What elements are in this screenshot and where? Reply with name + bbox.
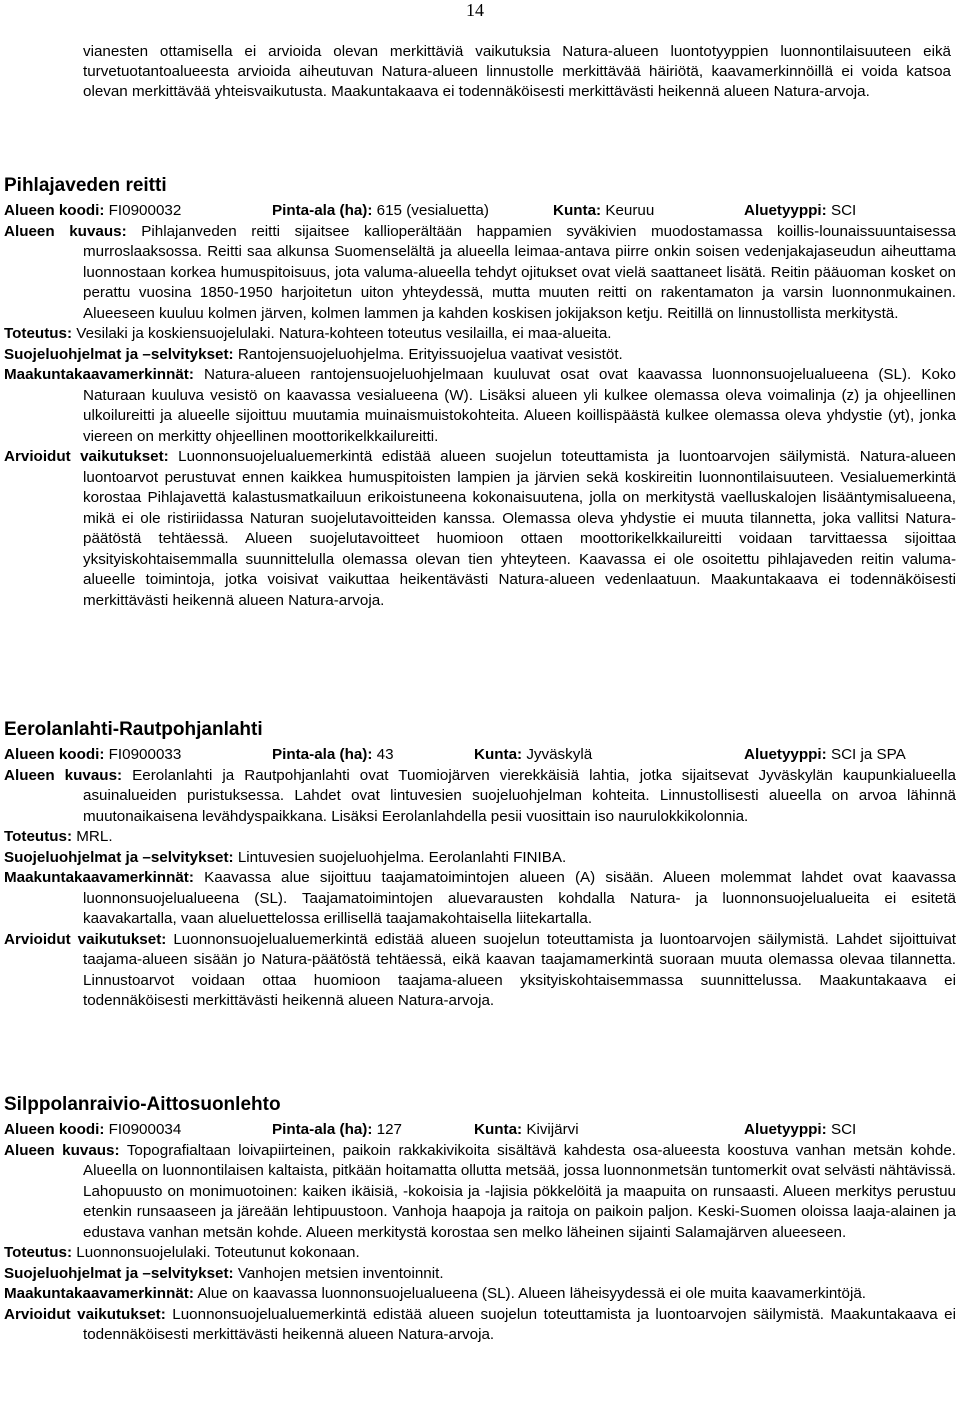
markings-text: Natura-alueen rantojensuojeluohjelmaan kuuluvat osat ovat kaavassa luonnonsuojelualueena (SL). Koko Naturaan kuuluva vesistö on kaavassa vesialueena (W). Lisäksi alueen yli kulkee olemassa oleva voimalinja (z) ja ohjeellinen ulkoilureitti ja alueelle sijoittuu muutamia muinaismuistokohteita. Alueen koillispäästä kulkee olemassa oleva yhdystie (yt), jonka viereen on merkitty ohjeellinen moottorikelkkailureitti.	[83, 366, 956, 445]
programs-label: Suojeluohjelmat ja –selvitykset:	[4, 1264, 234, 1282]
type-value: SCI	[830, 202, 857, 219]
municipality-value: Keuruu	[605, 202, 655, 219]
effects-paragraph	[4, 930, 956, 1012]
description-paragraph	[4, 766, 956, 828]
municipality-label: Kunta:	[474, 746, 523, 763]
effects-label: Arvioidut vaikutukset:	[4, 1305, 166, 1323]
implementation-paragraph	[4, 324, 956, 345]
programs-label: Suojeluohjelmat ja –selvitykset:	[4, 848, 234, 866]
site-meta-row	[4, 745, 956, 766]
markings-paragraph	[4, 868, 956, 930]
description-paragraph	[4, 1141, 956, 1244]
description-text: Pihlajanveden reitti sijaitsee kallioperältään happamien syväkivien muodostamassa koillis-lounaissuuntaisessa murroslaaksossa. Reitti saa alkunsa Suomenselältä ja alueella leimaa-antava piirre onkin soisen vedenjakajaseudun aiheuttama luonnostaan korkea humuspitoisuus, jota valuma-alueella tehdyt ojitukset ovat vielä saattaneet lisätä. Reitin pääuoman kosket on perattu vuosina 1850-1950 harjoitetun uiton yhteydessä, mutta muuten reitti on rakentamaton ja varsin luonnonmukainen. Alueeseen kuuluu kolmen järven, kolmen lammen ja kahden koskisen jokijakson ketju. Reitillä on linnustollista merkitystä.	[83, 222, 956, 322]
code-value: FI0900034	[108, 1121, 182, 1138]
page-number: 14	[466, 0, 484, 20]
type-label: Aluetyyppi:	[744, 746, 827, 763]
natura-site-section	[4, 1093, 956, 1346]
effects-paragraph	[4, 447, 956, 611]
description-label: Alueen kuvaus:	[4, 766, 123, 784]
description-paragraph	[4, 222, 956, 325]
programs-text: Rantojensuojeluohjelma. Erityissuojelua vaativat vesistöt.	[237, 345, 623, 363]
implementation-text: MRL.	[76, 828, 113, 845]
section-title: Eerolanlahti-Rautpohjanlahti	[4, 719, 263, 740]
implementation-label: Toteutus:	[4, 1244, 73, 1261]
area-label: Pinta-ala (ha):	[272, 746, 373, 763]
code-value: FI0900033	[108, 746, 182, 763]
municipality-value: Jyväskylä	[526, 746, 593, 763]
type-value: SCI	[830, 1121, 857, 1138]
natura-site-section	[4, 718, 956, 1012]
markings-text: Alue on kaavassa luonnonsuojelualueena (SL). Alueen läheisyydessä ei ole muita kaavamerkintöjä.	[197, 1285, 867, 1302]
code-label: Alueen koodi:	[4, 1121, 105, 1138]
intro-paragraph: vianesten ottamisella ei arvioida olevan merkittäviä vaikutuksia Natura-alueen luontotyyppien luonnontilaisuuteen eikä turvetuotantoalueesta arvioida aiheutuvan Natura-alueen linnustolle merkittävää häiriötä, kaavamerkinnöillä ei voida katsoa olevan merkittävää yhteisvaikutusta. Maakuntakaava ei todennäköisesti merkittävästi heikennä alueen Natura-arvoja.	[83, 43, 951, 101]
markings-text: Kaavassa alue sijoittuu taajamatoimintojen alueen (A) sisään. Alueen molemmat lahdet ovat kaavassa luonnonsuojelualueena (SL). Taajamatoimintojen aluevarausten kohdalla Natura- ja luonnonsuojelualueita ei esitetä kaavakartalla, vaan alueluettelossa erillisellä taajamakohtaisella liitekartalla.	[83, 869, 956, 927]
section-title: Pihlajaveden reitti	[4, 175, 167, 196]
area-label: Pinta-ala (ha):	[272, 202, 373, 219]
programs-paragraph	[4, 848, 956, 869]
markings-label: Maakuntakaavamerkinnät:	[4, 1285, 194, 1302]
implementation-paragraph	[4, 827, 956, 848]
area-value: 615 (vesialuetta)	[376, 202, 489, 219]
markings-paragraph	[4, 365, 956, 447]
effects-text: Luonnonsuojelualuemerkintä edistää alueen suojelun toteuttamista ja luontoarvojen säilymistä. Lahdet sijoittuivat taajama-alueen sisään jo Natura-päätöstä tehtäessä, eikä kaavan taajamamerkintä suoraan muuta olemassa olevaa tilannetta. Linnustoarvot voidaan ottaa huomioon taajama-alueen yksityiskohtaisemmassa suunnittelussa. Maakuntakaava ei todennäköisesti merkittävästi heikennä alueen Natura-arvoja.	[83, 930, 956, 1009]
municipality-label: Kunta:	[474, 1121, 523, 1138]
effects-paragraph	[4, 1305, 956, 1346]
effects-label: Arvioidut vaikutukset:	[4, 930, 167, 948]
effects-text: Luonnonsuojelualuemerkintä edistää alueen suojelun toteuttamista ja luontoarvojen säilymistä. Maakuntakaava ei todennäköisesti merkittävästi heikennä alueen Natura-arvoja.	[83, 1305, 956, 1343]
code-value: FI0900032	[108, 202, 182, 219]
section-title: Silppolanraivio-Aittosuonlehto	[4, 1094, 281, 1115]
municipality-label: Kunta:	[553, 202, 602, 219]
implementation-label: Toteutus:	[4, 325, 73, 342]
markings-label: Maakuntakaavamerkinnät:	[4, 366, 194, 383]
programs-label: Suojeluohjelmat ja –selvitykset:	[4, 345, 234, 363]
description-label: Alueen kuvaus:	[4, 222, 127, 240]
area-value: 127	[376, 1121, 402, 1138]
description-text: Topografialtaan loivapiirteinen, paikoin rakkakivikoita sisältävä kahdesta osa-alueesta koostuva vanhan metsän kohde. Alueella on luonnontilaisen kaltaista, pitkään hoitamatta ollutta metsää, jossa luonnonmetsän tuntomerkit ovat selvästi nähtävissä. Lahopuusto on monimuotoinen: kaiken ikäisiä, -kokoisia ja -lajisia pökkelöitä ja maapuita on runsaasti. Alueen merkitys perustuu etenkin runsaaseen ja järeään lehtipuustoon. Vanhoja haapoja ja raitoja on paikoin paljon. Keski-Suomen oloissa laaja-alainen ja edustava vanhan metsän kohde. Alueen merkitystä korostaa sen melko läheinen sijainti Salamajärven alueeseen.	[83, 1141, 956, 1241]
implementation-label: Toteutus:	[4, 828, 73, 845]
description-text: Eerolanlahti ja Rautpohjanlahti ovat Tuomiojärven vierekkäisiä lahtia, jotka sijaitsevat Jyväskylän kaupunkialueella asuinalueiden puristuksessa. Lahdet ovat lintuvesien suojeluohjelman kohteita. Linnustollisesti alueella on arvoa lähinnä muutonaikaisena levähdyspaikkana. Lisäksi Eerolanlahdella pesii vuosittain iso naurulokkikolonnia.	[83, 766, 956, 825]
code-label: Alueen koodi:	[4, 746, 105, 763]
area-label: Pinta-ala (ha):	[272, 1121, 373, 1138]
area-value: 43	[376, 746, 394, 763]
programs-text: Lintuvesien suojeluohjelma. Eerolanlahti FINIBA.	[237, 848, 567, 866]
programs-text: Vanhojen metsien inventoinnit.	[237, 1264, 444, 1282]
programs-paragraph	[4, 1264, 956, 1285]
site-meta-row	[4, 1120, 956, 1141]
effects-text: Luonnonsuojelualuemerkintä edistää alueen suojelun toteuttamista ja luontoarvojen säilymistä. Natura-alueen luontoarvot perustuvat ennen kaikkea humuspitoisten lampien ja järvien sekä koskireitin luonnontilaisuuteen. Vesialuemerkintä korostaa Pihlajavettä kalastusmatkailuun erikoistuneena kokonaisuutena, jolla on merkitystä vaelluskalojen lisääntymisalueena, mikä ei ole ristiriidassa Naturan suojelutavoitteiden kanssa. Olemassa oleva yhdystie ei muuta tilannetta, joka vallitsi Natura-päätöstä tehtäessä. Alueen suojelutavoitteet huomioon ottaen moottorikelkkailureitti voidaan tarvittaessa sijoittaa yksityiskohtaisemmalla suunnittelulla olemassa olevan tien yhteyteen. Kaavassa ei ole osoitettu pihlajaveden reitin valuma-alueelle toimintoja, jotka voisivat vaikuttaa heikentävästi Natura-alueen vedenlaatuun. Maakuntakaava ei todennäköisesti merkittävästi heikennä alueen Natura-arvoja.	[83, 448, 956, 609]
type-label: Aluetyyppi:	[744, 202, 827, 219]
site-meta-row	[4, 201, 956, 222]
code-label: Alueen koodi:	[4, 202, 105, 219]
type-label: Aluetyyppi:	[744, 1121, 827, 1138]
markings-paragraph	[4, 1284, 956, 1305]
implementation-text: Vesilaki ja koskiensuojelulaki. Natura-kohteen toteutus vesilailla, ei maa-alueita.	[76, 325, 612, 342]
programs-paragraph	[4, 345, 956, 366]
implementation-text: Luonnonsuojelulaki. Toteutunut kokonaan.	[76, 1244, 360, 1261]
description-label: Alueen kuvaus:	[4, 1141, 120, 1159]
implementation-paragraph	[4, 1243, 956, 1264]
natura-site-section	[4, 174, 956, 611]
effects-label: Arvioidut vaikutukset:	[4, 448, 169, 465]
type-value: SCI ja SPA	[830, 746, 906, 763]
markings-label: Maakuntakaavamerkinnät:	[4, 869, 194, 886]
municipality-value: Kivijärvi	[526, 1121, 579, 1138]
